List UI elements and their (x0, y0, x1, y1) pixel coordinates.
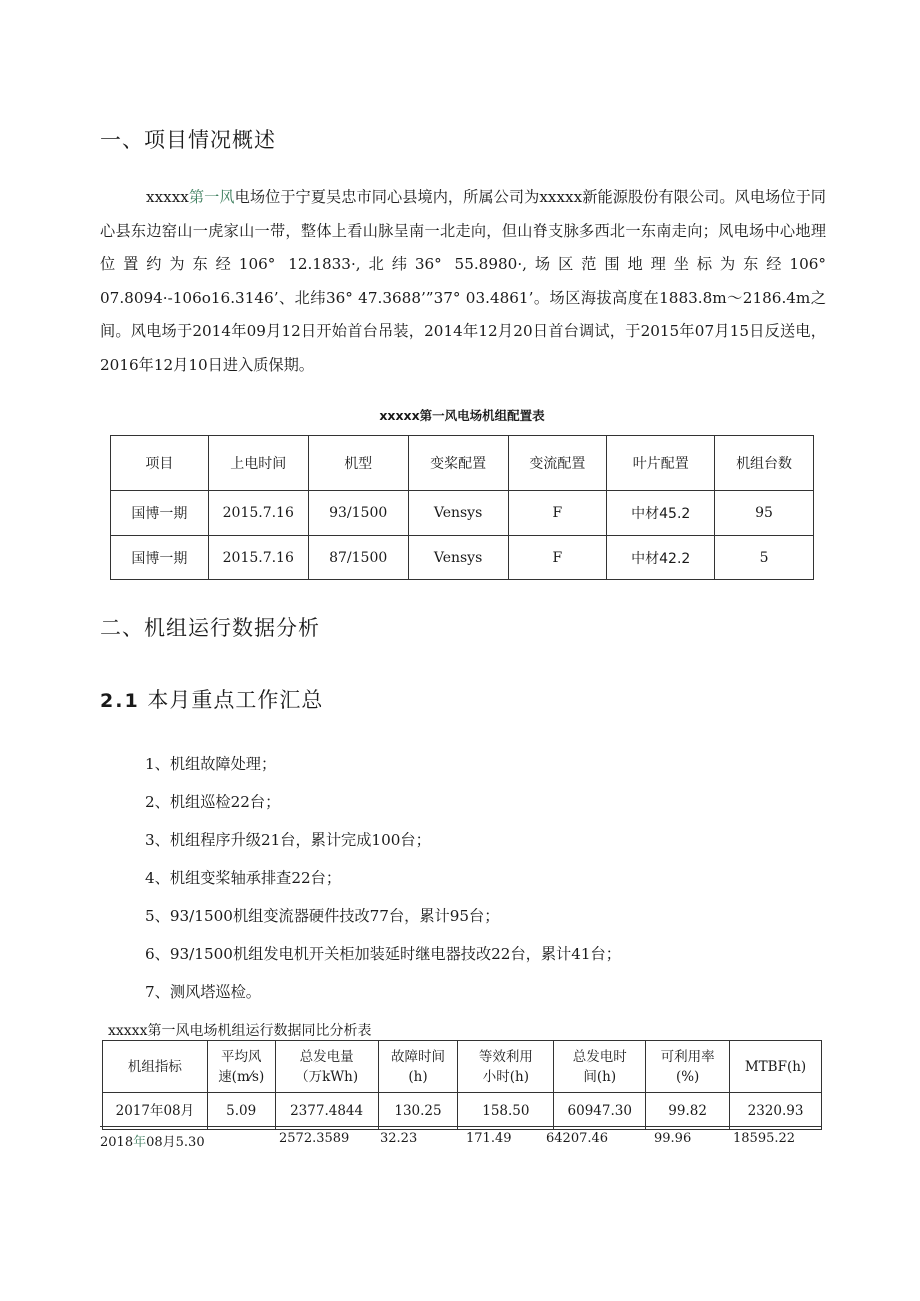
header-cell (275, 1041, 378, 1093)
header-line: (%) (675, 1068, 700, 1085)
header-line: 小时(h) (482, 1068, 529, 1085)
table-cell: F (508, 536, 607, 580)
table-bottom-rule (100, 1126, 822, 1127)
table-cell: 国博一期 (111, 491, 209, 536)
row-2018-cell: 99.96 (654, 1131, 692, 1146)
table-cell: 2015.7.16 (208, 491, 308, 536)
list-item: 2、机组巡检22台； (145, 793, 281, 811)
list-item: 1、机组故障处理； (145, 755, 277, 773)
header-line: （万kWh) (295, 1068, 359, 1085)
list-item: 6、93/1500机组发电机开关柜加装延时继电器技改22台，累计41台； (145, 945, 621, 963)
section-heading-analysis: 二、机组运行数据分析 (100, 616, 320, 640)
table-cell: 国博一期 (111, 536, 209, 580)
header-line: 故障时间 (391, 1048, 445, 1065)
table-cell: 99.82 (646, 1093, 730, 1130)
highlight-text: 第一风 (188, 188, 235, 206)
header-line: 平均风 (220, 1048, 262, 1065)
table-cell: 2017年08月 (103, 1093, 208, 1130)
table-cell: 2377.4844 (275, 1093, 378, 1130)
table-cell: 5 (715, 536, 814, 580)
table-cell: 158.50 (458, 1093, 554, 1130)
table-header-row (103, 1041, 822, 1093)
header-line: 速(m⁄s) (218, 1068, 265, 1085)
row-2018-cell: 32.23 (380, 1131, 418, 1146)
header-cell (207, 1041, 275, 1093)
row-2018-year: 2018 (100, 1135, 134, 1150)
row-2018-nian: 年 (133, 1135, 147, 1150)
section-heading-key-work (100, 684, 323, 714)
table-cell: 95 (715, 491, 814, 536)
table-cell: 5.09 (207, 1093, 275, 1130)
header-cell: 机型 (308, 436, 408, 491)
company-prefix: xxxxx (146, 188, 189, 206)
ops-table-caption: xxxxx第一风电场机组运行数据同比分析表 (108, 1023, 372, 1039)
header-cell: 项目 (111, 436, 209, 491)
table-cell: 中材42.2 (607, 536, 715, 580)
table-cell: 2015.7.16 (208, 536, 308, 580)
heading-number: 2.1 (100, 690, 140, 712)
table-cell: 93/1500 (308, 491, 408, 536)
list-item: 7、测风塔巡检。 (145, 983, 261, 1001)
row-2018-cell: 2572.3589 (279, 1131, 350, 1146)
row-2018-cell: 171.49 (466, 1131, 512, 1146)
header-cell (554, 1041, 646, 1093)
table-cell: 60947.30 (554, 1093, 646, 1130)
header-line: 可利用率 (660, 1048, 715, 1065)
ops-table (102, 1040, 822, 1130)
header-line: 总发电量 (299, 1048, 354, 1065)
table-cell: 87/1500 (308, 536, 408, 580)
heading-text: 本月重点工作汇总 (147, 688, 324, 712)
table-row (111, 536, 814, 580)
header-cell: 上电时间 (208, 436, 308, 491)
section-heading-overview: 一、项目情况概述 (100, 128, 276, 152)
table-cell: 130.25 (378, 1093, 458, 1130)
header-cell (646, 1041, 730, 1093)
header-cell (458, 1041, 554, 1093)
table-cell: 2320.93 (730, 1093, 822, 1130)
header-cell: MTBF(h) (730, 1041, 822, 1093)
header-cell: 变流配置 (508, 436, 607, 491)
paragraph-body: 电场位于宁夏吴忠市同心县境内，所属公司为xxxxx新能源股份有限公司。风电场位于同心县东边窑山一虎家山一带，整体上看山脉呈南一北走向，但山脊支脉多西北一东南走向；风电场中心地理位置约为东经106° 12.1833·,北纬36° 55.8980·,场区范围地理坐标为东经106° 07.8094·-106o16.3146’、北纬36° 47.3688’”37° 03.4861’。场区海拔高度在1883.8m～2186.4m之间。风电场于2014年09月12日开始首台吊装，2014年12月20日首台调试，于2015年07月15日反送电，2016年12月10日进入质保期。 (100, 188, 826, 374)
header-line: 等效利用 (478, 1048, 533, 1065)
table-cell: 中材45.2 (607, 491, 715, 536)
table-cell: Vensys (408, 491, 508, 536)
table-cell: Vensys (408, 536, 508, 580)
table-row (103, 1093, 822, 1130)
header-cell: 机组台数 (715, 436, 814, 491)
header-line: 间(h) (583, 1068, 617, 1085)
header-cell: 叶片配置 (607, 436, 715, 491)
header-cell: 变桨配置 (408, 436, 508, 491)
overview-paragraph (100, 181, 826, 382)
list-item: 4、机组变桨轴承排查22台； (145, 869, 342, 887)
config-table-caption: xxxxx第一风电场机组配置表 (379, 408, 545, 423)
list-item: 5、93/1500机组变流器硬件技改77台，累计95台； (145, 907, 500, 925)
table-cell: F (508, 491, 607, 536)
row-2018-cell: 64207.46 (546, 1131, 609, 1146)
list-item: 3、机组程序升级21台，累计完成100台； (145, 831, 431, 849)
row-2018-month: 08月5.30 (146, 1135, 205, 1150)
header-line: (h) (408, 1068, 428, 1085)
header-cell (378, 1041, 458, 1093)
config-table (110, 435, 814, 580)
table-row (111, 491, 814, 536)
row-2018-label (100, 1131, 205, 1150)
row-2018-cell: 18595.22 (733, 1131, 796, 1146)
header-line: 总发电时 (572, 1048, 627, 1065)
table-header-row (111, 436, 814, 491)
header-cell: 机组指标 (103, 1041, 208, 1093)
